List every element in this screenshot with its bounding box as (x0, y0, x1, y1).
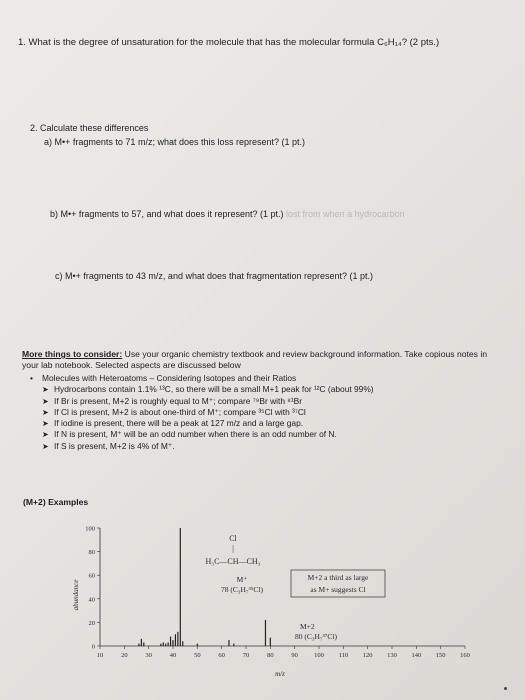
x-tick-label: 20 (121, 652, 128, 659)
m-plus-label: M⁺ (236, 575, 248, 584)
bullet-text: Molecules with Heteroatoms – Considering Isotopes and their Ratios (42, 373, 297, 383)
arrow-bullet-icon: ➤ (42, 407, 49, 417)
y-tick-label: 40 (88, 596, 95, 604)
question-1: 1. What is the degree of unsaturation for the molecule that has the molecular formula C₆H₁₄? (2 pts.) (18, 37, 440, 48)
list-item (30, 418, 374, 429)
x-tick-label: 40 (169, 652, 177, 659)
mass-spectrum-chart (70, 520, 470, 680)
m-plus-2-value: 80 (C₃H₇³⁷Cl) (295, 632, 337, 641)
x-tick-label: 80 (267, 652, 274, 659)
question-2b (50, 209, 405, 220)
more-things-paragraph (22, 349, 502, 371)
y-tick-label: 20 (88, 619, 95, 627)
x-tick-label: 30 (145, 652, 152, 659)
callout-line-2: as M+ suggests Cl (310, 585, 366, 594)
y-axis-label: abundance (72, 579, 80, 611)
callout-line-1: M+2 a third as large (307, 573, 369, 582)
list-item (30, 396, 374, 407)
more-things-heading: More things to consider: (22, 349, 123, 359)
question-2c: c) M•+ fragments to 43 m/z, and what does that fragmentation represent? (1 pt.) (55, 271, 374, 281)
x-tick-label: 150 (435, 652, 446, 659)
list-item-text: If iodine is present, there will be a peak at 127 m/z and a large gap. (54, 418, 304, 429)
x-tick-label: 160 (460, 652, 470, 659)
list-item-text: Hydrocarbons contain 1.1% ¹³C, so there will be a small M+1 peak for ¹²C (about 99%) (54, 384, 374, 395)
x-tick-label: 60 (218, 652, 225, 659)
arrow-bullet-icon: ➤ (42, 441, 49, 451)
list-item-text: If Cl is present, M+2 is about one-third of M⁺; compare ³⁵Cl with ³⁷Cl (54, 406, 306, 417)
molecule-chain: H₃C—CH—CH₃ (205, 557, 261, 566)
x-tick-label: 50 (194, 652, 201, 659)
x-tick-label: 10 (96, 652, 104, 659)
y-tick-label: 100 (85, 525, 95, 533)
page-corner-mark (504, 687, 507, 690)
x-tick-label: 120 (362, 652, 373, 659)
examples-title: (M+2) Examples (23, 497, 89, 507)
x-tick-label: 90 (291, 652, 298, 659)
bullet-icon: • (30, 373, 33, 383)
y-tick-label: 0 (91, 643, 95, 651)
arrow-bullet-icon: ➤ (42, 396, 49, 406)
list-item (30, 429, 374, 440)
question-2b-text: b) M•+ fragments to 57, and what does it represent? (1 pt.) (50, 209, 284, 219)
question-2a: a) M•+ fragments to 71 m/z; what does this loss represent? (1 pt.) (44, 137, 306, 147)
list-item (30, 441, 374, 452)
arrow-bullet-icon: ➤ (42, 385, 49, 395)
x-tick-labels (97, 646, 470, 659)
x-tick-label: 130 (387, 652, 397, 659)
isotope-list (30, 373, 374, 452)
list-item-text: If Br is present, M+2 is roughly equal to M⁺; compare ⁷⁹Br with ⁸¹Br (54, 395, 302, 406)
bullet-heteroatoms (30, 373, 374, 384)
question-2: 2. Calculate these differences (30, 123, 149, 133)
molecule-bond: | (232, 544, 234, 553)
x-axis-label: m/z (275, 670, 285, 678)
more-things-text: Use your organic chemistry textbook and review background information. Take copious notes in your lab notebook. Selected aspects are discussed below (22, 349, 488, 370)
bleed-through-text: lost from when a hydrocarbon (286, 209, 405, 219)
y-tick-label: 80 (88, 549, 95, 557)
y-tick-label: 60 (88, 572, 95, 580)
x-tick-label: 70 (242, 652, 250, 659)
list-item (30, 384, 374, 395)
arrow-bullet-icon: ➤ (42, 430, 49, 440)
list-item-text: If N is present, M⁺ will be an odd number when there is an odd number of N. (54, 429, 337, 440)
list-item (30, 407, 374, 418)
x-tick-label: 110 (338, 652, 349, 659)
x-tick-label: 100 (314, 652, 324, 659)
molecule-cl: Cl (229, 534, 237, 543)
list-item-text: If S is present, M+2 is 4% of M⁺. (54, 440, 175, 451)
x-tick-label: 140 (411, 652, 422, 659)
m-plus-2-label: M+2 (300, 622, 315, 631)
arrow-bullet-icon: ➤ (42, 419, 49, 429)
y-tick-labels (85, 526, 100, 651)
chart-axes (100, 528, 465, 646)
m-plus-value: 78 (C₃H₇³⁵Cl) (221, 585, 263, 594)
